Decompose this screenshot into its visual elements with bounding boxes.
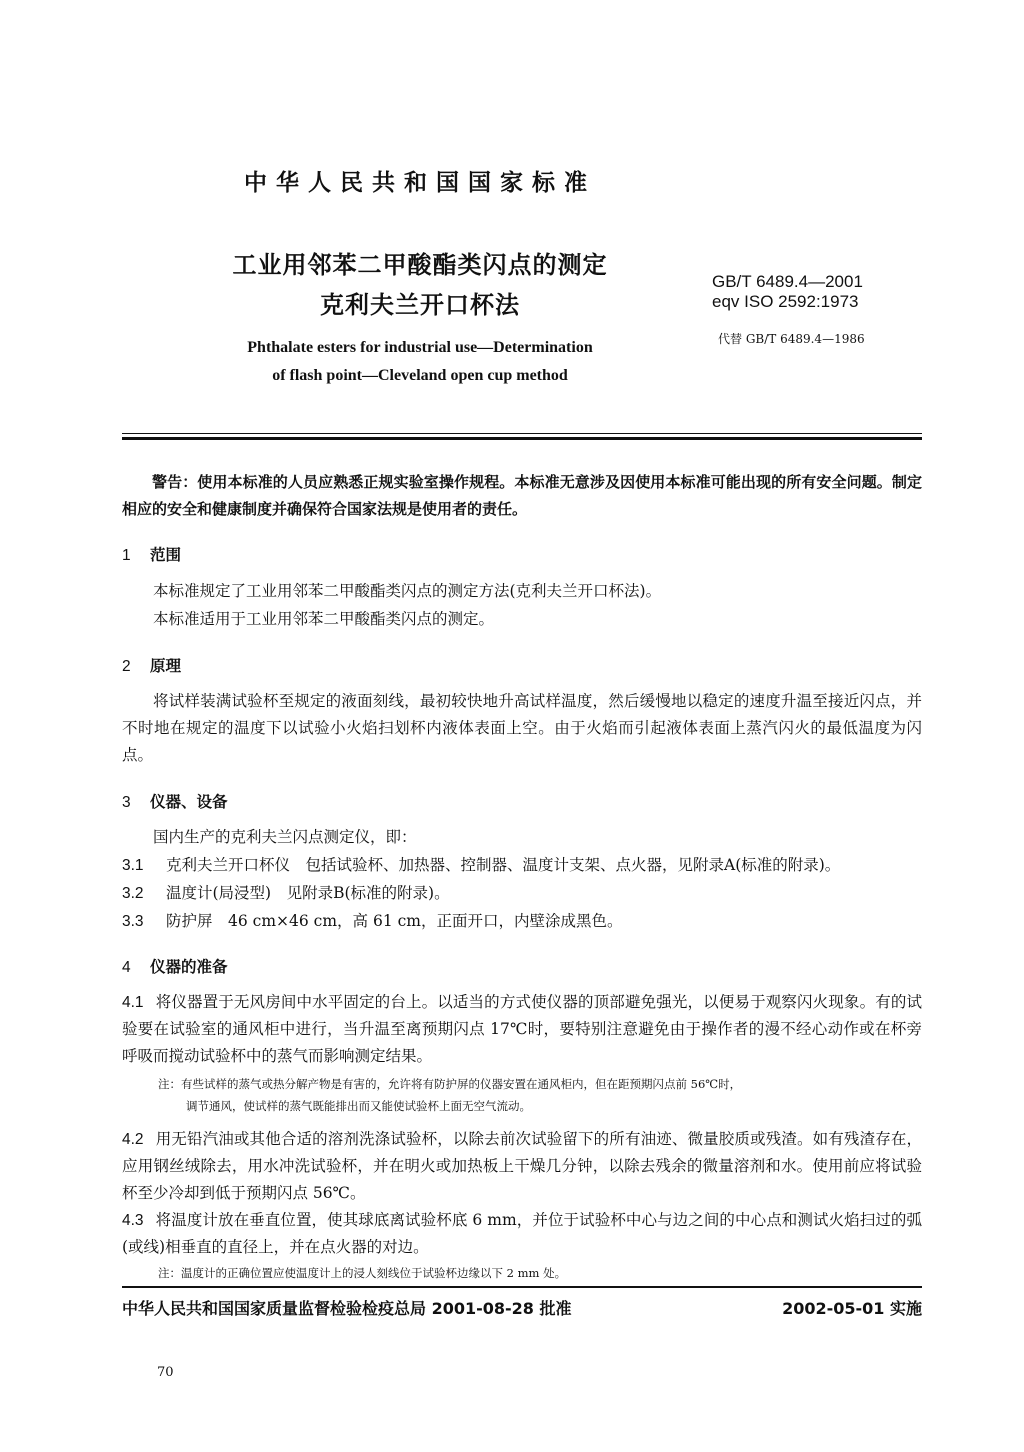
section-title: 仪器、设备 — [150, 793, 228, 811]
national-standard-heading: 中华人民共和国国家标准 — [244, 170, 596, 196]
clause-3-1 — [122, 852, 922, 879]
clause-text: 将温度计放在垂直位置，使其球底离试验杯底 6 mm，并位于试验杯中心与边之间的中心点和测试火焰扫过的弧(或线)相垂直的直径上，并在点火器的对边。 — [122, 1211, 922, 1256]
section-number: 1 — [122, 547, 131, 564]
title-cn-line1: 工业用邻苯二甲酸酯类闪点的测定 — [232, 251, 608, 279]
clause-number: 3.1 — [122, 857, 144, 874]
note-1-line-2: 调节通风，使试样的蒸气既能排出而又能使试验杯上面无空气流动。 — [186, 1099, 531, 1113]
title-cn-line2: 克利夫兰开口杯法 — [320, 291, 520, 319]
note-2: 注：温度计的正确位置应使温度计上的浸人刻线位于试验杯边缘以下 2 mm 处。 — [158, 1266, 567, 1280]
header-rule-thick — [122, 437, 922, 440]
section-1-heading — [122, 543, 181, 565]
header-rule-thin — [122, 433, 922, 434]
approval-line: 中华人民共和国国家质量监督检验检疫总局 2001-08-28 批准 — [122, 1299, 572, 1318]
title-en-line2: of flash point—Cleveland open cup method — [272, 367, 568, 384]
section-4-heading — [122, 955, 228, 977]
note-1 — [158, 1073, 922, 1117]
clause-number: 4.1 — [122, 994, 144, 1011]
clause-number: 3.2 — [122, 885, 144, 902]
section-1-paragraph-1: 本标准规定了工业用邻苯二甲酸酯类闪点的测定方法(克利夫兰开口杯法)。 — [153, 582, 662, 600]
clause-number: 4.2 — [122, 1131, 144, 1148]
effective-date: 2002-05-01 实施 — [782, 1299, 922, 1318]
clause-text: 克利夫兰开口杯仪 包括试验杯、加热器、控制器、温度计支架、点火器，见附录A(标准的附录)。 — [166, 856, 841, 874]
section-title: 原理 — [150, 657, 182, 675]
clause-number: 3.3 — [122, 913, 144, 930]
section-1-paragraph-2: 本标准适用于工业用邻苯二甲酸酯类闪点的测定。 — [153, 610, 495, 628]
section-title: 范围 — [150, 546, 182, 564]
section-3-heading — [122, 790, 228, 812]
footer-rule — [122, 1286, 922, 1288]
standard-code-block — [712, 272, 863, 312]
clause-3-3 — [122, 908, 922, 935]
section-number: 3 — [122, 794, 131, 811]
section-2-heading — [122, 654, 181, 676]
warning-paragraph: 警告：使用本标准的人员应熟悉正规实验室操作规程。本标准无意涉及因使用本标准可能出现的所有安全问题。制定相应的安全和健康制度并确保符合国家法规是使用者的责任。 — [122, 473, 922, 518]
clause-number: 4.3 — [122, 1212, 144, 1229]
clause-4-3 — [122, 1207, 922, 1261]
replaces-note: 代替 GB/T 6489.4—1986 — [718, 332, 865, 346]
note-1-line-1: 注：有些试样的蒸气或热分解产物是有害的，允许将有防护屏的仪器安置在通风柜内，但在距预期闪点前 56℃时， — [158, 1077, 742, 1091]
section-number: 2 — [122, 658, 131, 675]
clause-text: 温度计(局浸型) 见附录B(标准的附录)。 — [166, 884, 450, 902]
clause-text: 用无铅汽油或其他合适的溶剂洗涤试验杯，以除去前次试验留下的所有油迹、微量胶质或残渣。如有残渣存在，应用钢丝绒除去，用水冲洗试验杯，并在明火或加热板上干燥几分钟，以除去残余的微量溶剂和水。使用前应将试验杯至少冷却到低于预期闪点 56℃。 — [122, 1130, 922, 1202]
equivalence-note: eqv ISO 2592:1973 — [712, 292, 859, 311]
section-2-paragraph: 将试样装满试验杯至规定的液面刻线，最初较快地升高试样温度，然后缓慢地以稳定的速度升温至接近闪点，并不时地在规定的温度下以试验小火焰扫划杯内液体表面上空。由于火焰而引起液体表面上蒸汽闪火的最低温度为闪点。 — [122, 692, 922, 764]
section-title: 仪器的准备 — [150, 958, 228, 976]
standard-number: GB/T 6489.4—2001 — [712, 272, 863, 291]
title-en-line1: Phthalate esters for industrial use—Determination — [247, 339, 593, 356]
clause-text: 防护屏 46 cm×46 cm，高 61 cm，正面开口，内壁涂成黑色。 — [166, 912, 623, 930]
clause-3-2 — [122, 880, 922, 907]
clause-4-1 — [122, 989, 922, 1070]
section-number: 4 — [122, 959, 131, 976]
section-3-intro: 国内生产的克利夫兰闪点测定仪，即： — [153, 828, 417, 846]
clause-4-2 — [122, 1126, 922, 1207]
clause-text: 将仪器置于无风房间中水平固定的台上。以适当的方式使仪器的顶部避免强光，以便易于观察闪火现象。有的试验要在试验室的通风柜中进行，当升温至离预期闪点 17℃时，要特别注意避免由于操作者的漫不经心动作或在杯旁呼吸而搅动试验杯中的蒸气而影响测定结果。 — [122, 993, 922, 1065]
page-number: 70 — [157, 1365, 174, 1380]
